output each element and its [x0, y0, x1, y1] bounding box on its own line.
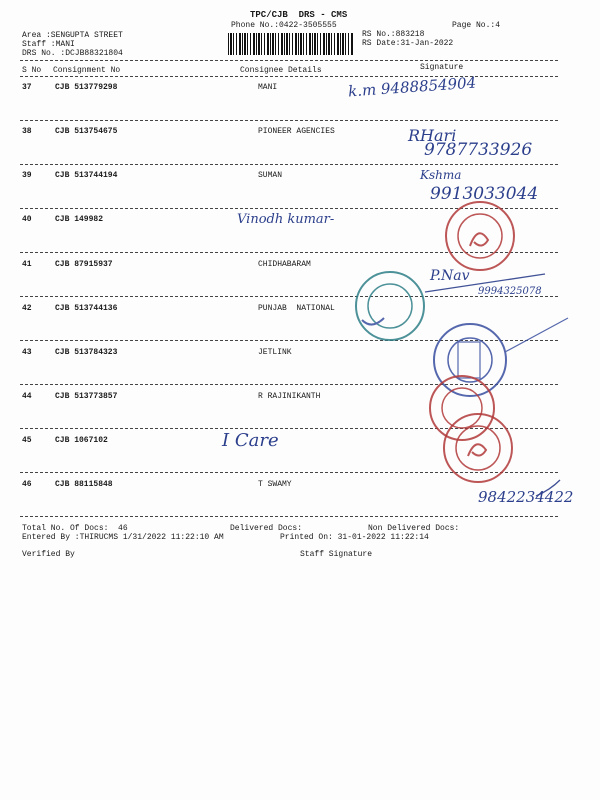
row-consignment: CJB 87915937 — [55, 260, 113, 269]
row-sno: 41 — [22, 260, 32, 269]
row-sno: 43 — [22, 348, 32, 357]
printed-on: Printed On: 31-01-2022 11:22:14 — [280, 533, 429, 542]
non-delivered-docs: Non Delivered Docs: — [368, 524, 460, 533]
row-consignment: CJB 149982 — [55, 215, 104, 224]
delivered-docs: Delivered Docs: — [230, 524, 303, 533]
signature-row-45: I Care — [222, 430, 279, 451]
rs-date: RS Date:31-Jan-2022 — [362, 39, 454, 48]
signature-row-38-name: RHari — [408, 126, 457, 145]
row-consignment: CJB 513784323 — [55, 348, 118, 357]
red-stamp-upper — [446, 202, 514, 270]
staff-signature: Staff Signature — [300, 550, 373, 559]
row-consignee: PUNJAB NATIONAL — [258, 304, 335, 313]
signature-row-41-name: P.Nav — [430, 268, 470, 284]
signature-row-37: k.m 9488854904 — [347, 73, 477, 101]
row-consignee: CHIDHABARAM — [258, 260, 311, 269]
row-consignee: T SWAMY — [258, 480, 292, 489]
row-consignee: MANI — [258, 83, 278, 92]
teal-stamp — [356, 272, 424, 340]
rs-number: RS No.:883218 — [362, 30, 425, 39]
blue-stamp — [434, 318, 568, 396]
row-sno: 44 — [22, 392, 32, 401]
row-consignee: R RAJINIKANTH — [258, 392, 321, 401]
page-number: Page No.:4 — [452, 21, 501, 30]
area-label: Area :SENGUPTA STREET — [22, 31, 123, 40]
row-sno: 46 — [22, 480, 32, 489]
staff-label: Staff :MANI — [22, 40, 75, 49]
row-consignment: CJB 88115848 — [55, 480, 113, 489]
signature-row-39-name: Kshma — [420, 168, 462, 182]
row-consignment: CJB 513779298 — [55, 83, 118, 92]
col-sno: S No — [22, 66, 42, 75]
total-docs: Total No. Of Docs: 46 — [22, 524, 128, 533]
row-consignee: JETLINK — [258, 348, 292, 357]
red-stamp-middle — [430, 376, 494, 440]
row-consignment: CJB 513744194 — [55, 171, 118, 180]
document-title: TPC/CJB DRS - CMS — [250, 10, 348, 20]
col-consignee: Consignee Details — [240, 66, 322, 75]
row-sno: 38 — [22, 127, 32, 136]
row-sno: 37 — [22, 83, 32, 92]
drs-number: DRS No. :DCJB88321804 — [22, 49, 123, 58]
row-sno: 39 — [22, 171, 32, 180]
row-consignment: CJB 513773857 — [55, 392, 118, 401]
signature-row-38-phone: 9787733926 — [424, 140, 533, 160]
row-sno: 42 — [22, 304, 32, 313]
verified-by: Verified By — [22, 550, 75, 559]
signature-row-39-phone: 9913033044 — [430, 184, 539, 204]
row-consignment: CJB 1067102 — [55, 436, 108, 445]
signature-row-41-phone: 9994325078 — [478, 286, 542, 297]
row-consignee: PIONEER AGENCIES — [258, 127, 335, 136]
phone-number: Phone No.:0422-3505555 — [231, 21, 337, 30]
col-signature: Signature — [420, 63, 464, 72]
red-stamp-lower — [444, 414, 512, 482]
row-sno: 40 — [22, 215, 32, 224]
entered-by: Entered By :THIRUCMS 1/31/2022 11:22:10 AM — [22, 533, 224, 542]
row-consignment: CJB 513744136 — [55, 304, 118, 313]
row-consignment: CJB 513754675 — [55, 127, 118, 136]
signature-row-40: Vinodh kumar- — [237, 212, 335, 227]
row-consignee: SUMAN — [258, 171, 283, 180]
signature-row-46-phone: 9842234422 — [478, 488, 574, 506]
col-consignment: Consignment No — [53, 66, 121, 75]
row-sno: 45 — [22, 436, 32, 445]
